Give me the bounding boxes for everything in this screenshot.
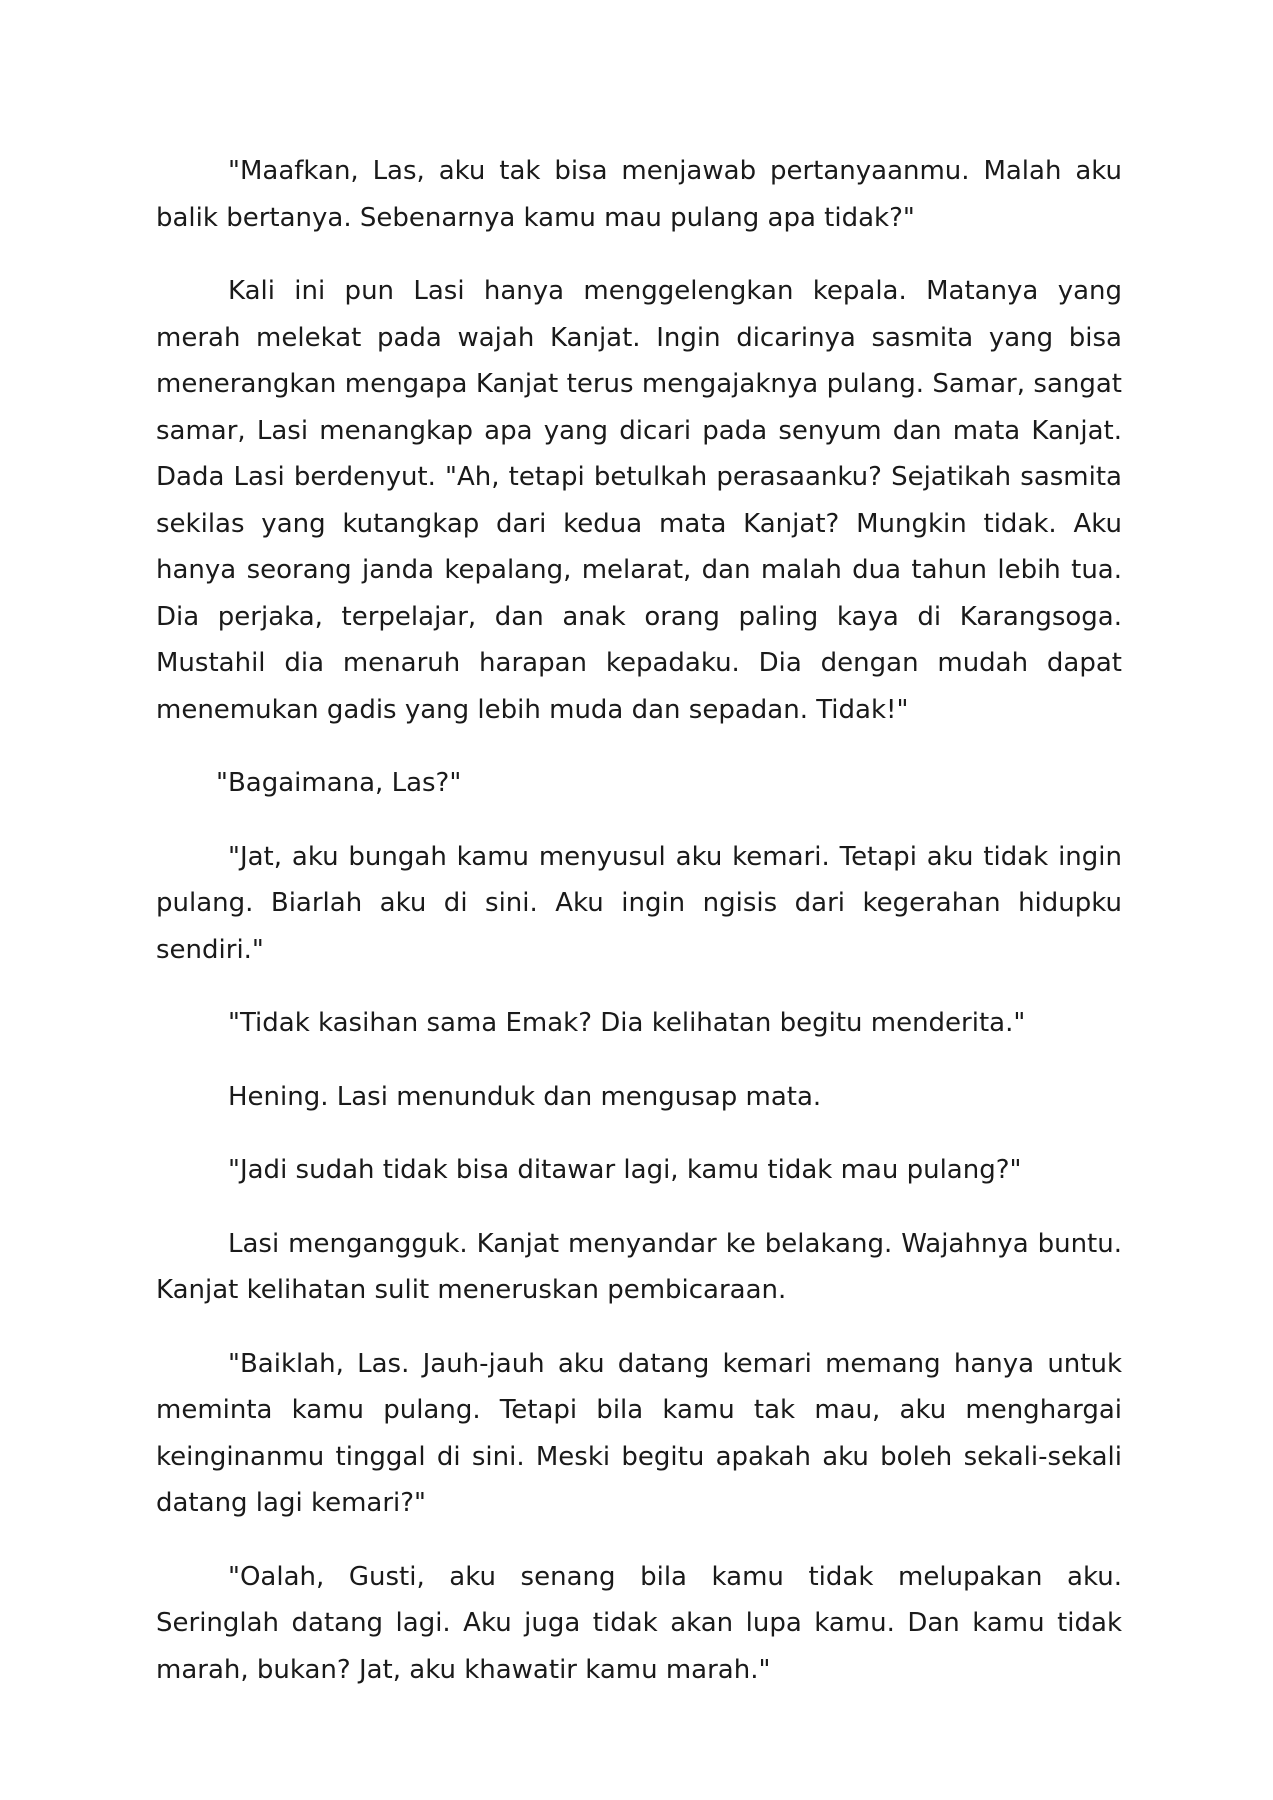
paragraph-6: Hening. Lasi menunduk dan mengusap mata.	[228, 1081, 822, 1112]
paragraph-7: "Jadi sudah tidak bisa ditawar lagi, kamu tidak mau pulang?"	[228, 1155, 1022, 1185]
paragraph-10: "Oalah, Gusti, aku senang bila kamu tidak melupakan aku. Seringlah datang lagi. Aku juga tidak akan lupa kamu. Dan kamu tidak marah, bukan? Jat, aku khawatir kamu marah."	[156, 1561, 1122, 1685]
paragraph-4: "Jat, aku bungah kamu menyusul aku kemari. Tetapi aku tidak ingin pulang. Biarlah aku di sini. Aku ingin ngisis dari kegerahan hidupku sendiri."	[156, 841, 1122, 965]
paragraph-9: "Baiklah, Las. Jauh-jauh aku datang kemari memang hanya untuk meminta kamu pulang. Tetapi bila kamu tak mau, aku menghargai keinginanmu tinggal di sini. Meski begitu apakah aku boleh sekali-sekali datang lagi kemari?"	[156, 1348, 1122, 1518]
document-page	[156, 148, 1122, 1720]
paragraph-1: "Maafkan, Las, aku tak bisa menjawab pertanyaanmu. Malah aku balik bertanya. Sebenarnya kamu mau pulang apa tidak?"	[156, 156, 1122, 233]
paragraph-8: Lasi mengangguk. Kanjat menyandar ke belakang. Wajahnya buntu. Kanjat kelihatan sulit meneruskan pembicaraan.	[156, 1228, 1122, 1305]
paragraph-3: "Bagaimana, Las?"	[216, 768, 462, 798]
paragraph-5: "Tidak kasihan sama Emak? Dia kelihatan begitu menderita."	[228, 1008, 1026, 1038]
paragraph-2: Kali ini pun Lasi hanya menggelengkan kepala. Matanya yang merah melekat pada wajah Kanjat. Ingin dicarinya sasmita yang bisa menerangkan mengapa Kanjat terus mengajaknya pulang. Samar, sangat samar, Lasi menangkap apa yang dicari pada senyum dan mata Kanjat. Dada Lasi berdenyut. "Ah, tetapi betulkah perasaanku? Sejatikah sasmita sekilas yang kutangkap dari kedua mata Kanjat? Mungkin tidak. Aku hanya seorang janda kepalang, melarat, dan malah dua tahun lebih tua. Dia perjaka, terpelajar, dan anak orang paling kaya di Karangsoga. Mustahil dia menaruh harapan kepadaku. Dia dengan mudah dapat menemukan gadis yang lebih muda dan sepadan. Tidak!"	[156, 276, 1122, 725]
